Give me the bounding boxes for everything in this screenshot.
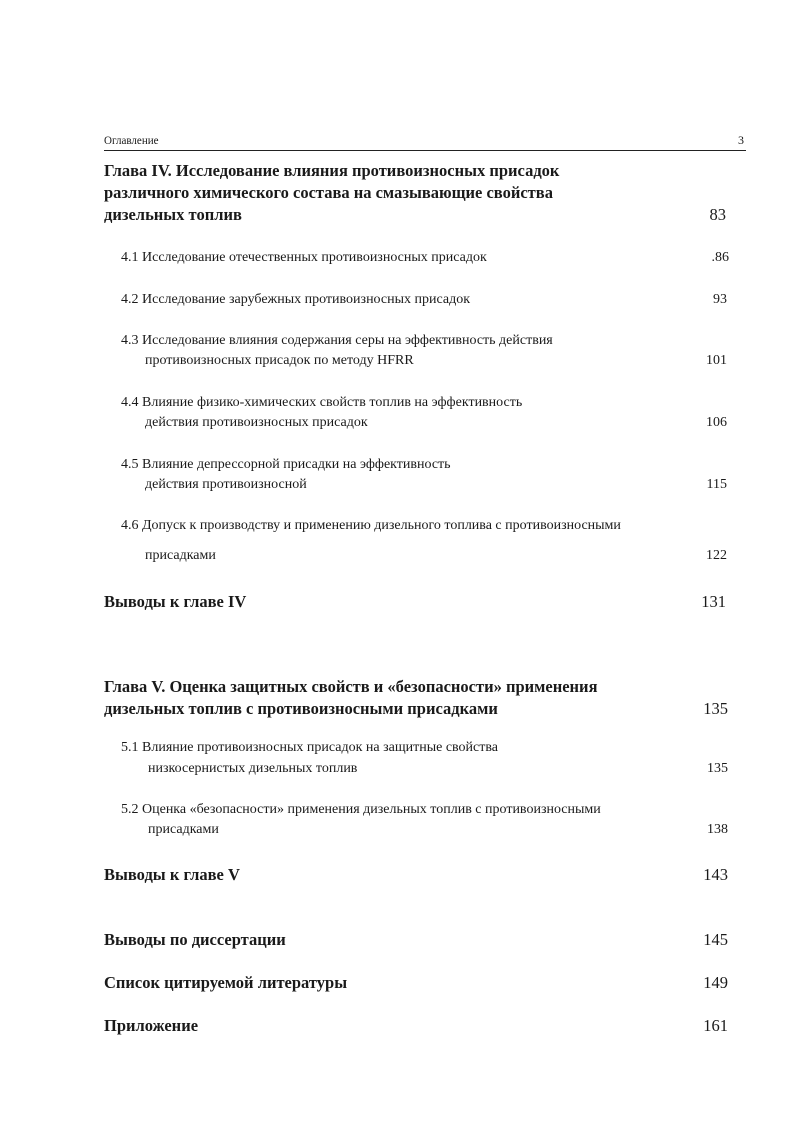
toc-entry-chapter4-conclusions[interactable] [104,592,726,612]
toc-entry-text: Выводы по диссертации [104,930,286,949]
toc-entry-text: Выводы к главе V [104,865,240,884]
toc-entry-appendix[interactable] [104,1016,728,1036]
header-divider [104,150,746,151]
toc-page-number: 145 [703,930,728,949]
toc-entry-4-4[interactable] [145,415,727,431]
toc-page-number: 135 [707,761,728,776]
page-number: 3 [738,133,744,147]
toc-entry-4-5-line1: 4.5 Влияние депрессорной присадки на эффективность [121,457,451,472]
toc-entry-chapter4[interactable] [104,205,726,225]
toc-entry-text: Список цитируемой литературы [104,973,348,992]
toc-entry-5-2[interactable] [148,822,728,838]
toc-entry-5-1-line1: 5.1 Влияние противоизносных присадок на защитные свойства [121,740,499,755]
toc-entry-4-3[interactable] [145,353,727,369]
toc-entry-4-4-line1: 4.4 Влияние физико-химических свойств топлив на эффективность [121,395,523,410]
toc-page-number: 115 [706,477,727,492]
toc-entry-5-1[interactable] [148,761,728,777]
toc-page-number: .86 [711,250,729,265]
toc-entry-references[interactable] [104,973,728,993]
toc-page-number: 83 [709,205,726,224]
toc-entry-text: действия противоизносных присадок [145,415,368,430]
toc-entry-chapter5-conclusions[interactable] [104,865,728,885]
toc-page-number: 106 [706,415,727,430]
toc-page-number: 122 [706,548,727,563]
toc-entry-4-5[interactable] [145,477,727,493]
toc-page-number: 93 [713,292,727,307]
toc-entry-text: присадками [145,548,216,563]
chapter4-title-line1: Глава IV. Исследование влияния противоизносных присадок [104,161,560,180]
toc-entry-4-1[interactable] [121,250,729,266]
chapter5-title-line1: Глава V. Оценка защитных свойств и «безопасности» применения [104,677,598,696]
toc-page-number: 135 [703,699,728,718]
chapter4-title-line2: различного химического состава на смазывающие свойства [104,183,553,202]
toc-entry-dissertation-conclusions[interactable] [104,930,728,950]
toc-entry-4-2[interactable] [121,292,727,308]
toc-page-number: 101 [706,353,727,368]
toc-entry-chapter5[interactable] [104,699,728,719]
toc-page-number: 143 [703,865,728,884]
toc-entry-text: Выводы к главе IV [104,592,247,611]
toc-entry-text: действия противоизносной [145,477,307,492]
chapter5-title-line2: дизельных топлив с противоизносными присадками [104,699,498,718]
toc-page-number: 149 [703,973,728,992]
toc-entry-text: присадками [148,822,219,837]
toc-entry-text: 4.2 Исследование зарубежных противоизносных присадок [121,292,471,307]
toc-entry-4-3-line1: 4.3 Исследование влияния содержания серы на эффективность действия [121,333,553,348]
toc-entry-4-6-line1: 4.6 Допуск к производству и применению дизельного топлива с противоизносными [121,518,621,533]
toc-page-number: 161 [703,1016,728,1035]
toc-entry-text: 4.1 Исследование отечественных противоизносных присадок [121,250,487,265]
chapter4-title-line3: дизельных топлив [104,205,242,224]
running-title: Оглавление [104,133,159,147]
toc-entry-5-2-line1: 5.2 Оценка «безопасности» применения дизельных топлив с противоизносными [121,802,601,817]
toc-entry-text: Приложение [104,1016,199,1035]
toc-entry-text: противоизносных присадок по методу HFRR [145,353,414,368]
toc-page-number: 138 [707,822,728,837]
toc-entry-4-6[interactable] [145,548,727,564]
toc-page-number: 131 [701,592,726,611]
toc-entry-text: низкосернистых дизельных топлив [148,761,358,776]
